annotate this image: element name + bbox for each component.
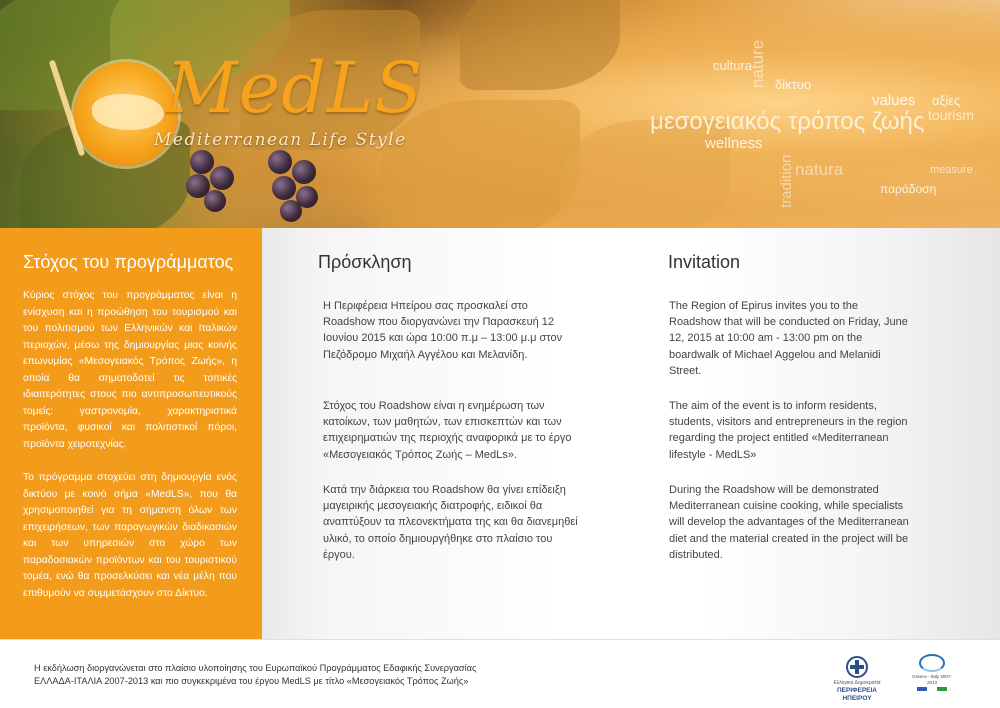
word-cloud-term: μεσογειακός τρόπος ζωής [650, 108, 925, 135]
english-invitation-paragraph: The Region of Epirus invites you to the Roadshow that will be conducted on Friday, June 12, 2015 at 10:00 am - 13:00 pm on the boardwalk of Michael Aggelou and Melanidi Street. [669, 300, 908, 377]
grape [280, 200, 302, 222]
word-cloud-term: tradition [778, 154, 795, 208]
programme-goal-paragraph: Το πρόγραμμα στοχεύει στη δημιουργία ενός δικτύου με κοινό σήμα «MedLS», που θα χρησιμοποιηθεί για τη σήμανση όλων των επιχειρήσεων, των παραγωγικών διαδικασιών και των υπηρεσιών στο χώρο των παραδοσιακών προϊόντων και του τουριστικού τομέα, ενώ θα προσελκύσει και νέα μέλη που επιθυμούν να συμμετάσχουν στο Δίκτυο. [23, 472, 237, 599]
english-invitation-paragraph: The aim of the event is to inform residents, students, visitors and entrepreneurs in the region regarding the project entitled «Mediterranean lifestyle - MedLS» [669, 400, 908, 461]
footer-line: ΕΛΛΑΔΑ-ΙΤΑΛΙΑ 2007-2013 και πιο συγκεκριμένα του έργου MedLS με τίτλο «Μεσογειακός Τρόπος Ζωής» [34, 676, 469, 686]
greek-invitation-title: Πρόσκληση [318, 252, 412, 272]
invitation-area [262, 228, 1000, 639]
mediterranean-map-icon [92, 94, 164, 130]
word-cloud-term: measure [930, 164, 973, 176]
word-cloud-term: αξίες [932, 93, 961, 108]
programme-goal-panel [0, 228, 262, 639]
footer [0, 639, 1000, 708]
header-banner [0, 0, 1000, 228]
grape [204, 190, 226, 212]
word-cloud-term: values [872, 92, 916, 109]
footer-line: Η εκδήλωση διοργανώνεται στο πλαίσιο υλοποίησης του Ευρωπαϊκού Προγράμματος Εδαφικής Συνεργασίας [34, 663, 477, 673]
programme-goal-title: Στόχος του προγράμματος [23, 252, 234, 272]
programme-logo-caption: Greece - Italy 2007-2013 [912, 674, 952, 685]
logo-subtitle: Mediterranean Life Style [154, 130, 407, 150]
english-invitation-title: Invitation [668, 252, 741, 272]
flags-strip [917, 687, 947, 691]
word-cloud-term: natura [795, 160, 844, 179]
word-cloud-term: nature [748, 39, 767, 88]
grape [210, 166, 234, 190]
greek-emblem-icon [846, 656, 868, 678]
word-cloud-term: wellness [705, 135, 763, 152]
programme-ring-icon [919, 654, 945, 672]
logo-title: MedLS [166, 47, 424, 129]
region-of-epirus-logo [822, 656, 892, 702]
word-cloud-term: δίκτυο [775, 77, 812, 92]
medls-logo [74, 47, 424, 168]
emblem-region-name: ΠΕΡΙΦΕΡΕΙΑ ΗΠΕΙΡΟΥ [836, 687, 877, 702]
word-cloud-term: cultura [713, 58, 753, 73]
word-cloud-term: tourism [928, 107, 974, 123]
vine-leaf-decoration [460, 0, 620, 90]
footer-note [34, 662, 554, 688]
word-cloud-term: παράδοση [880, 182, 937, 196]
english-invitation-paragraph: During the Roadshow will be demonstrated Mediterranean cuisine cooking, while specialists will develop the advantages of the Mediterranean diet and the material created in the project will be distributed. [669, 484, 909, 561]
grape [272, 176, 296, 200]
greece-italy-programme-logo [910, 654, 954, 698]
greek-invitation-paragraph: Κατά την διάρκεια του Roadshow θα γίνει επίδειξη μαγειρικής μεσογειακής διατροφής, ειδικοί θα αναπτύξουν τα πλεονεκτήματα της και θα διανεμηθεί υλικό, το οποίο δημιουργήθηκε στο πλαίσιο του έργου. [323, 484, 578, 561]
greek-invitation-paragraph: Στόχος του Roadshow είναι η ενημέρωση των κατοίκων, των μαθητών, των επισκεπτών και των επιχειρηματιών της περιοχής αναφορικά με το έργο «Μεσογειακός Τρόπος Ζωής – MedLs». [323, 400, 572, 461]
emblem-caption: Ελληνική Δημοκρατία [833, 680, 881, 686]
greek-invitation-paragraph: Η Περιφέρεια Ηπείρου σας προσκαλεί στο Roadshow που διοργανώνει την Παρασκευή 12 Ιουνίου 2015 και ώρα 10:00 π.μ – 13:00 μ.μ στον Πεζόδρομο Μιχαήλ Αγγέλου και Μελανίδη. [323, 300, 563, 361]
programme-goal-paragraph: Κύριος στόχος του προγράμματος είναι η ενίσχυση και η προώθηση του τουρισμού και του πολιτισμού των Ελληνικών και Ιταλικών περιοχών, μέσω της δημιουργίας μιας κοινής επωνυμίας «Μεσογειακός Τρόπος Ζωής», η οποία θα σηματοδοτεί τις τοπικές ιδιαιτερότητες στους πιο αντιπροσωπευτικούς τομείς: γαστρονομία, χαρακτηριστικά προϊόντα, φυσικοί και πολιτιστικοί πόροι, προϊόντα χειροτεχνίας. [23, 290, 237, 450]
